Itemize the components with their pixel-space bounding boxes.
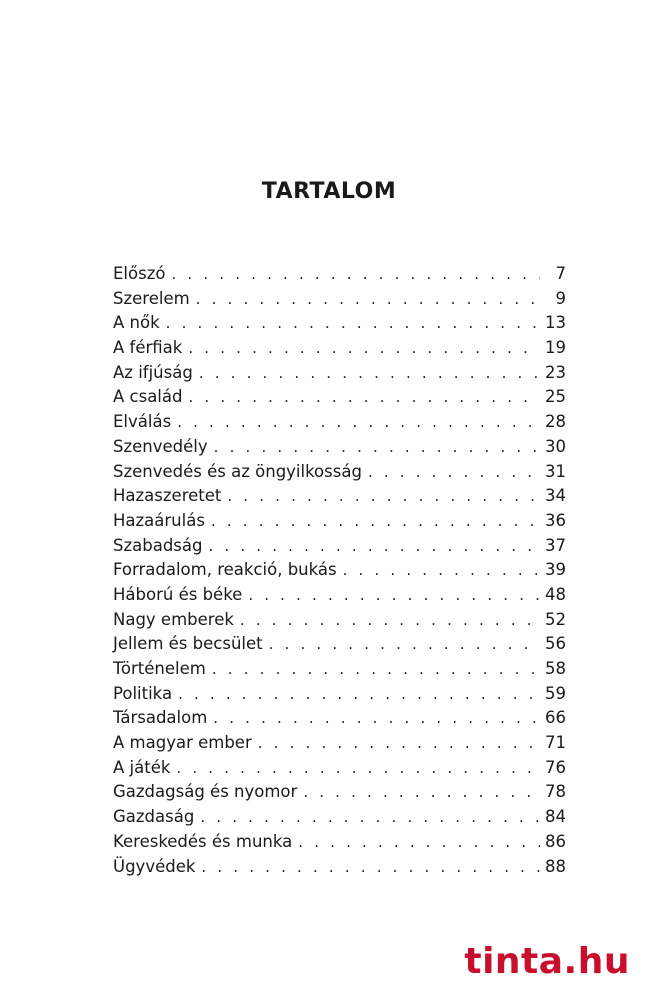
toc-entry (113, 830, 566, 855)
toc-entry (113, 361, 566, 386)
page-title: TARTALOM (261, 178, 397, 204)
toc-entry (113, 484, 566, 509)
toc-leader-dots (196, 287, 540, 312)
toc-entry-title: Társadalom (113, 708, 208, 728)
toc-leader-dots (201, 855, 540, 880)
toc-entry-page-number: 66 (545, 708, 566, 728)
toc-entry-title: A játék (113, 757, 171, 777)
toc-entry-page-number: 39 (545, 560, 566, 580)
toc-entry-title: Jellem és becsület (113, 634, 263, 654)
toc-entry-title: Gazdagság és nyomor (113, 782, 298, 802)
toc-entry (113, 756, 566, 781)
toc-entry-title: Szenvedés és az öngyilkosság (113, 461, 362, 481)
toc-leader-dots (171, 262, 540, 287)
toc-entry-page-number: 30 (545, 436, 566, 456)
toc-leader-dots (200, 805, 540, 830)
toc-leader-dots (209, 534, 541, 559)
toc-leader-dots (211, 509, 540, 534)
toc-entry-title: A férfiak (113, 338, 183, 358)
toc-leader-dots (298, 830, 540, 855)
toc-entry (113, 336, 566, 361)
toc-entry (113, 311, 566, 336)
toc-entry-page-number: 58 (545, 659, 566, 678)
toc-entry-title: Forradalom, reakció, bukás (113, 560, 337, 580)
toc-entry (113, 410, 566, 435)
toc-entry-title: Kereskedés és munka (113, 831, 293, 851)
toc-entry (113, 706, 566, 731)
toc-entry (113, 558, 566, 583)
toc-entry-title: A nők (113, 313, 160, 333)
toc-entry-page-number: 71 (545, 733, 566, 753)
toc-entry (113, 262, 566, 287)
toc-entry-page-number: 19 (545, 338, 566, 358)
toc-leader-dots (178, 682, 540, 707)
toc-entry-title: Gazdaság (113, 807, 195, 827)
toc-entry (113, 632, 566, 657)
toc-leader-dots (343, 558, 540, 583)
toc-leader-dots (199, 361, 540, 386)
toc-entry-title: Háború és béke (113, 584, 243, 604)
toc-entry (113, 287, 566, 312)
toc-leader-dots (303, 780, 540, 805)
toc-entry-page-number: 78 (545, 782, 566, 802)
publisher-watermark: tinta.hu (464, 941, 630, 982)
toc-entry (113, 608, 566, 633)
toc-entry-page-number: 7 (555, 264, 566, 283)
toc-entry (113, 657, 566, 682)
toc-entry-page-number: 88 (545, 856, 566, 876)
toc-leader-dots (212, 657, 540, 682)
toc-entry (113, 385, 566, 410)
toc-entry (113, 682, 566, 707)
toc-leader-dots (176, 756, 540, 781)
toc-leader-dots (269, 632, 540, 657)
toc-leader-dots (227, 484, 540, 509)
toc-entry (113, 460, 566, 485)
toc-entry-title: Az ifjúság (113, 362, 193, 382)
toc-leader-dots (177, 410, 540, 435)
toc-entry-page-number: 48 (545, 584, 566, 604)
toc-entry-title: Politika (113, 683, 173, 703)
toc-entry (113, 731, 566, 756)
toc-leader-dots (166, 311, 540, 336)
toc-leader-dots (240, 608, 540, 633)
toc-entry-title: Szerelem (113, 288, 190, 308)
toc-leader-dots (188, 336, 540, 361)
toc-entry-title: Szenvedély (113, 436, 208, 456)
toc-entry-title: Szabadság (113, 535, 203, 555)
toc-entry-page-number: 34 (545, 486, 566, 506)
toc-leader-dots (368, 460, 540, 485)
toc-entry-page-number: 36 (545, 510, 566, 530)
toc-leader-dots (214, 435, 540, 460)
table-of-contents (113, 262, 566, 879)
toc-entry-title: Hazaárulás (113, 510, 205, 530)
toc-entry (113, 583, 566, 608)
toc-entry-page-number: 56 (545, 634, 566, 654)
toc-leader-dots (248, 583, 540, 608)
toc-entry-page-number: 13 (545, 313, 566, 333)
toc-entry-page-number: 59 (545, 683, 566, 703)
toc-entry (113, 855, 566, 880)
toc-entry-page-number: 23 (545, 362, 566, 382)
toc-entry-page-number: 86 (545, 831, 566, 851)
toc-leader-dots (188, 385, 540, 410)
toc-entry-title: A magyar ember (113, 733, 252, 753)
toc-entry-title: Elválás (113, 412, 172, 432)
toc-entry (113, 805, 566, 830)
toc-entry (113, 509, 566, 534)
toc-entry (113, 534, 566, 559)
toc-entry-page-number: 84 (545, 807, 566, 827)
toc-entry-page-number: 28 (545, 412, 566, 432)
toc-entry-page-number: 25 (545, 387, 566, 407)
toc-entry-title: Történelem (113, 659, 206, 678)
toc-entry-title: Előszó (113, 264, 166, 283)
toc-entry-title: A család (113, 387, 183, 407)
toc-entry (113, 435, 566, 460)
toc-entry-page-number: 52 (545, 609, 566, 629)
toc-entry-page-number: 31 (545, 461, 566, 481)
toc-leader-dots (258, 731, 540, 756)
toc-entry-title: Hazaszeretet (113, 486, 222, 506)
toc-entry-page-number: 76 (545, 757, 566, 777)
toc-entry-page-number: 9 (555, 288, 566, 308)
toc-leader-dots (213, 706, 540, 731)
toc-entry-title: Ügyvédek (113, 856, 196, 876)
toc-entry-title: Nagy emberek (113, 609, 234, 629)
toc-entry-page-number: 37 (545, 535, 566, 555)
toc-entry (113, 780, 566, 805)
